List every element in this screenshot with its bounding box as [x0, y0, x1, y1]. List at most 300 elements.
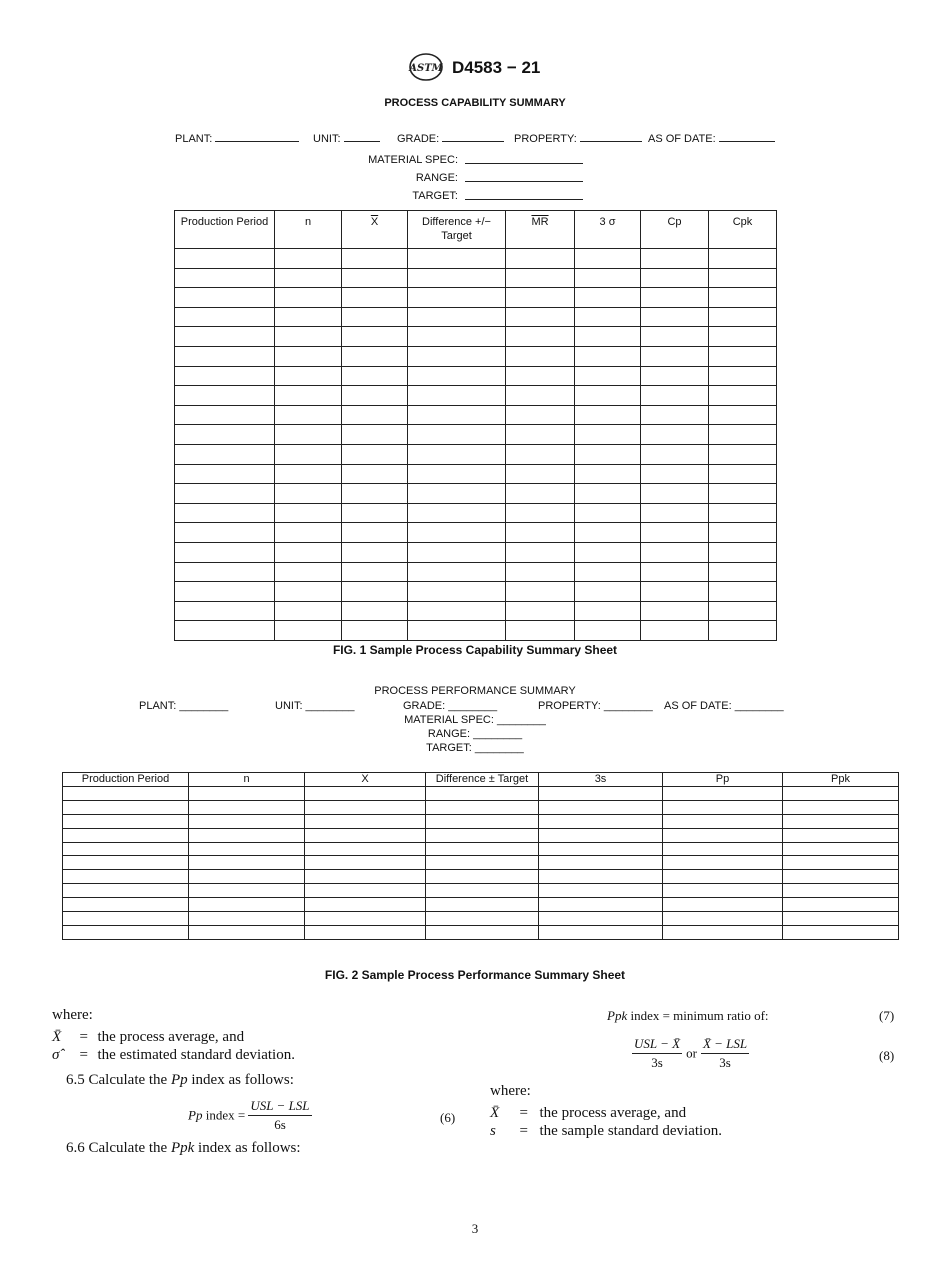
table-cell[interactable]: [275, 386, 342, 406]
table-cell[interactable]: [663, 884, 783, 898]
table-cell[interactable]: [305, 884, 426, 898]
table-cell[interactable]: [63, 856, 189, 870]
table-cell[interactable]: [275, 327, 342, 347]
table-cell[interactable]: [305, 856, 426, 870]
variable-ppk: Ppk: [607, 1008, 628, 1023]
table-cell[interactable]: [275, 562, 342, 582]
table-cell[interactable]: [783, 870, 899, 884]
table-cell[interactable]: [506, 405, 575, 425]
table-cell[interactable]: [175, 523, 275, 543]
table-cell[interactable]: [663, 828, 783, 842]
table-cell[interactable]: [783, 898, 899, 912]
table-cell[interactable]: [63, 842, 189, 856]
table-cell[interactable]: [342, 268, 408, 288]
table-cell[interactable]: [539, 884, 663, 898]
table-cell[interactable]: [342, 601, 408, 621]
table-cell[interactable]: [426, 912, 539, 926]
table-cell[interactable]: [575, 268, 641, 288]
table-cell[interactable]: [783, 884, 899, 898]
table-cell[interactable]: [575, 621, 641, 641]
symbol-sigma-hat: σ̂: [52, 1047, 60, 1063]
table-cell[interactable]: [189, 884, 305, 898]
table-cell[interactable]: [663, 842, 783, 856]
definition-text: the estimated standard deviation.: [97, 1047, 295, 1063]
table-cell[interactable]: [663, 898, 783, 912]
table-cell[interactable]: [641, 386, 709, 406]
table-cell[interactable]: [175, 484, 275, 504]
table-cell[interactable]: [575, 484, 641, 504]
table-cell[interactable]: [175, 249, 275, 269]
table-cell[interactable]: [709, 464, 777, 484]
table-cell[interactable]: [189, 912, 305, 926]
table-row: [175, 288, 777, 308]
table-cell[interactable]: [189, 870, 305, 884]
table-cell[interactable]: [342, 425, 408, 445]
table-cell[interactable]: [342, 562, 408, 582]
table-cell[interactable]: [641, 268, 709, 288]
table-row: [175, 582, 777, 602]
table-cell[interactable]: [175, 288, 275, 308]
table-cell[interactable]: [641, 601, 709, 621]
col-cp: Cp: [641, 211, 709, 249]
table-cell[interactable]: [305, 814, 426, 828]
table-cell[interactable]: [506, 366, 575, 386]
table-cell[interactable]: [506, 444, 575, 464]
table-cell[interactable]: [63, 870, 189, 884]
table-cell[interactable]: [783, 814, 899, 828]
table-cell[interactable]: [408, 307, 506, 327]
table-cell[interactable]: [783, 912, 899, 926]
table-cell[interactable]: [575, 288, 641, 308]
table-cell[interactable]: [275, 346, 342, 366]
definition-text: the process average, and: [539, 1105, 687, 1121]
numerator: USL − X̄: [632, 1036, 682, 1054]
table-cell[interactable]: [426, 925, 539, 939]
table-cell[interactable]: [342, 346, 408, 366]
table-cell[interactable]: [641, 444, 709, 464]
table-row: [175, 484, 777, 504]
fig2-target-field: TARGET: ________: [426, 742, 524, 754]
table-cell[interactable]: [575, 562, 641, 582]
as-of-date-label: AS OF DATE:: [648, 133, 716, 145]
table-cell[interactable]: [641, 346, 709, 366]
table-cell[interactable]: [342, 464, 408, 484]
table-cell[interactable]: [408, 249, 506, 269]
table-cell[interactable]: [408, 582, 506, 602]
table-cell[interactable]: [783, 800, 899, 814]
table-cell[interactable]: [342, 249, 408, 269]
table-cell[interactable]: [175, 464, 275, 484]
table-cell[interactable]: [189, 800, 305, 814]
table-row: [63, 884, 899, 898]
table-cell[interactable]: [506, 268, 575, 288]
table-cell[interactable]: [575, 523, 641, 543]
table-cell[interactable]: [408, 484, 506, 504]
table-cell[interactable]: [506, 327, 575, 347]
table-cell[interactable]: [275, 484, 342, 504]
table-cell[interactable]: [539, 787, 663, 801]
fig2-range-field: RANGE: ________: [427, 728, 523, 740]
variable-pp: Pp: [170, 1072, 188, 1088]
table-cell[interactable]: [426, 884, 539, 898]
table-cell[interactable]: [575, 327, 641, 347]
table-cell[interactable]: [426, 870, 539, 884]
table-cell[interactable]: [408, 346, 506, 366]
table-cell[interactable]: [275, 405, 342, 425]
table-cell[interactable]: [506, 464, 575, 484]
table-cell[interactable]: [342, 288, 408, 308]
table-cell[interactable]: [575, 386, 641, 406]
table-cell[interactable]: [506, 249, 575, 269]
table-cell[interactable]: [663, 925, 783, 939]
table-cell[interactable]: [275, 523, 342, 543]
table-cell[interactable]: [189, 925, 305, 939]
table-cell[interactable]: [63, 884, 189, 898]
table-cell[interactable]: [506, 484, 575, 504]
table-cell[interactable]: [175, 307, 275, 327]
table-cell[interactable]: [506, 621, 575, 641]
plant-label: PLANT:: [175, 133, 213, 145]
table-cell[interactable]: [709, 601, 777, 621]
table-cell[interactable]: [641, 562, 709, 582]
col-difference-target: Difference ± Target: [426, 773, 539, 787]
table-cell[interactable]: [709, 484, 777, 504]
table-cell[interactable]: [506, 542, 575, 562]
table-cell[interactable]: [63, 898, 189, 912]
table-cell[interactable]: [408, 542, 506, 562]
table-cell[interactable]: [641, 542, 709, 562]
table-cell[interactable]: [663, 870, 783, 884]
table-cell[interactable]: [641, 249, 709, 269]
table-cell[interactable]: [305, 925, 426, 939]
table-cell[interactable]: [539, 925, 663, 939]
table-cell[interactable]: [275, 288, 342, 308]
table-cell[interactable]: [175, 503, 275, 523]
table-cell[interactable]: [575, 503, 641, 523]
table-cell[interactable]: [189, 898, 305, 912]
table-cell[interactable]: [305, 800, 426, 814]
table-cell[interactable]: [408, 366, 506, 386]
table-cell[interactable]: [408, 327, 506, 347]
table-cell[interactable]: [305, 870, 426, 884]
equation-7-number: (7): [879, 1008, 895, 1023]
col-production-period: Production Period: [63, 773, 189, 787]
table-cell[interactable]: [175, 562, 275, 582]
table-cell[interactable]: [539, 842, 663, 856]
col-3s: 3s: [539, 773, 663, 787]
logo-text: ASTM: [409, 63, 443, 74]
table-cell[interactable]: [275, 582, 342, 602]
table-cell[interactable]: [175, 582, 275, 602]
table-cell[interactable]: [275, 366, 342, 386]
table-cell[interactable]: [342, 444, 408, 464]
numerator: X̄ − LSL: [701, 1036, 749, 1054]
table-cell[interactable]: [175, 268, 275, 288]
table-row: [175, 542, 777, 562]
table-cell[interactable]: [175, 366, 275, 386]
table-cell[interactable]: [709, 503, 777, 523]
fig2-grade-field: GRADE: ________: [403, 700, 498, 712]
table-cell[interactable]: [342, 503, 408, 523]
table-cell[interactable]: [641, 582, 709, 602]
table-cell[interactable]: [783, 828, 899, 842]
table-cell[interactable]: [63, 800, 189, 814]
table-cell[interactable]: [641, 484, 709, 504]
table-cell[interactable]: [709, 327, 777, 347]
col-production-period: Production Period: [175, 211, 275, 249]
table-cell[interactable]: [575, 346, 641, 366]
table-cell[interactable]: [539, 856, 663, 870]
table-cell[interactable]: [575, 601, 641, 621]
table-cell[interactable]: [189, 856, 305, 870]
table-cell[interactable]: [709, 405, 777, 425]
table-cell[interactable]: [175, 542, 275, 562]
table-cell[interactable]: [175, 346, 275, 366]
col-n: n: [275, 211, 342, 249]
equation-6-fraction: [248, 1098, 311, 1133]
paragraph-text: index as follows:: [191, 1072, 294, 1088]
table-cell[interactable]: [709, 425, 777, 445]
table-cell[interactable]: [408, 562, 506, 582]
table-cell[interactable]: [275, 503, 342, 523]
table-cell[interactable]: [426, 787, 539, 801]
table-cell[interactable]: [709, 444, 777, 464]
plant-blank: [215, 131, 299, 142]
table-cell[interactable]: [408, 621, 506, 641]
table-cell[interactable]: [506, 601, 575, 621]
table-cell[interactable]: [575, 307, 641, 327]
table-cell[interactable]: [709, 621, 777, 641]
table-cell[interactable]: [189, 787, 305, 801]
table-cell[interactable]: [663, 800, 783, 814]
table-cell[interactable]: [175, 327, 275, 347]
table-cell[interactable]: [709, 288, 777, 308]
table-cell[interactable]: [783, 842, 899, 856]
table-cell[interactable]: [275, 542, 342, 562]
table-cell[interactable]: [709, 523, 777, 543]
fig1-plant-field: [175, 131, 299, 145]
col-x-bar: $\overline{X}$: [342, 211, 408, 249]
paragraph-text: Calculate the: [88, 1072, 168, 1088]
table-cell[interactable]: [305, 842, 426, 856]
table-cell[interactable]: [641, 621, 709, 641]
table-cell[interactable]: [783, 856, 899, 870]
table-cell[interactable]: [175, 405, 275, 425]
table-cell[interactable]: [63, 912, 189, 926]
table-cell[interactable]: [275, 268, 342, 288]
property-label: PROPERTY:: [514, 133, 577, 145]
table-cell[interactable]: [275, 444, 342, 464]
table-cell[interactable]: [275, 425, 342, 445]
table-cell[interactable]: [641, 327, 709, 347]
table-cell[interactable]: [663, 814, 783, 828]
table-cell[interactable]: [641, 503, 709, 523]
table-cell[interactable]: [305, 912, 426, 926]
symbol-s: s: [490, 1123, 496, 1139]
table-cell[interactable]: [275, 464, 342, 484]
table-cell[interactable]: [506, 582, 575, 602]
fig2-caption: FIG. 2 Sample Process Performance Summary Sheet: [324, 968, 626, 982]
table-cell[interactable]: [641, 425, 709, 445]
as-of-date-blank: [719, 131, 775, 142]
table-cell[interactable]: [408, 386, 506, 406]
table-cell[interactable]: [539, 870, 663, 884]
fig2-title: PROCESS PERFORMANCE SUMMARY: [374, 685, 576, 697]
table-cell[interactable]: [539, 828, 663, 842]
table-cell[interactable]: [539, 800, 663, 814]
unit-label: UNIT:: [313, 133, 341, 145]
table-cell[interactable]: [275, 307, 342, 327]
table-cell[interactable]: [342, 542, 408, 562]
table-cell[interactable]: [709, 366, 777, 386]
table-cell[interactable]: [506, 562, 575, 582]
table-cell[interactable]: [709, 346, 777, 366]
table-cell[interactable]: [539, 814, 663, 828]
table-cell[interactable]: [539, 912, 663, 926]
table-cell[interactable]: [575, 405, 641, 425]
table-cell[interactable]: [709, 268, 777, 288]
table-cell[interactable]: [663, 856, 783, 870]
table-cell[interactable]: [506, 523, 575, 543]
table-cell[interactable]: [63, 787, 189, 801]
table-cell[interactable]: [426, 856, 539, 870]
table-header-row: [175, 211, 777, 249]
table-cell[interactable]: [709, 542, 777, 562]
table-cell[interactable]: [275, 249, 342, 269]
table-cell[interactable]: [342, 484, 408, 504]
table-cell[interactable]: [408, 405, 506, 425]
equals-sign: =: [519, 1105, 528, 1121]
table-cell[interactable]: [408, 464, 506, 484]
table-cell[interactable]: [506, 288, 575, 308]
table-cell[interactable]: [641, 288, 709, 308]
table-cell[interactable]: [641, 523, 709, 543]
table-cell[interactable]: [709, 249, 777, 269]
table-row: [63, 828, 899, 842]
denominator: 6s: [274, 1117, 286, 1132]
table-cell[interactable]: [426, 800, 539, 814]
table-cell[interactable]: [342, 621, 408, 641]
table-cell[interactable]: [63, 814, 189, 828]
table-cell[interactable]: [641, 405, 709, 425]
table-cell[interactable]: [641, 366, 709, 386]
table-cell[interactable]: [575, 425, 641, 445]
table-cell[interactable]: [709, 562, 777, 582]
table-cell[interactable]: [408, 523, 506, 543]
equation-8-fraction-1: [632, 1036, 682, 1071]
table-cell[interactable]: [426, 814, 539, 828]
table-cell[interactable]: [63, 925, 189, 939]
table-cell[interactable]: [575, 366, 641, 386]
fig1-caption: FIG. 1 Sample Process Capability Summary Sheet: [332, 643, 618, 657]
table-cell[interactable]: [408, 288, 506, 308]
table-cell[interactable]: [641, 464, 709, 484]
document-number: D4583 − 21: [452, 58, 541, 77]
table-cell[interactable]: [275, 621, 342, 641]
table-row: [175, 386, 777, 406]
table-cell[interactable]: [408, 503, 506, 523]
table-cell[interactable]: [175, 621, 275, 641]
where-label-right: where:: [490, 1083, 531, 1099]
table-cell[interactable]: [189, 814, 305, 828]
table-cell[interactable]: [305, 787, 426, 801]
definition-x-bar-2: [490, 1105, 686, 1122]
table-cell[interactable]: [342, 307, 408, 327]
table-cell[interactable]: [189, 828, 305, 842]
table-cell[interactable]: [783, 925, 899, 939]
variable-ppk: Ppk: [170, 1140, 195, 1156]
table-cell[interactable]: [575, 582, 641, 602]
table-cell[interactable]: [342, 405, 408, 425]
table-cell[interactable]: [575, 464, 641, 484]
table-cell[interactable]: [709, 582, 777, 602]
table-cell[interactable]: [709, 307, 777, 327]
equals-sign: =: [79, 1029, 88, 1045]
table-cell[interactable]: [575, 444, 641, 464]
paragraph-6-6: [66, 1140, 301, 1157]
table-cell[interactable]: [275, 601, 342, 621]
table-cell[interactable]: [506, 386, 575, 406]
table-cell[interactable]: [408, 425, 506, 445]
table-cell[interactable]: [506, 307, 575, 327]
unit-blank: [344, 131, 380, 142]
col-mr-bar: $\overline{MR}$: [506, 211, 575, 249]
table-cell[interactable]: [426, 898, 539, 912]
table-cell[interactable]: [426, 842, 539, 856]
table-cell[interactable]: [539, 898, 663, 912]
section-number: 6.5: [66, 1072, 85, 1088]
table-cell[interactable]: [506, 346, 575, 366]
col-pp: Pp: [663, 773, 783, 787]
table-cell[interactable]: [175, 444, 275, 464]
table-cell[interactable]: [175, 425, 275, 445]
symbol-x-bar: X̄: [490, 1105, 500, 1121]
table-row: [175, 621, 777, 641]
table-cell[interactable]: [305, 828, 426, 842]
col-x-bar: $\overline{X}$: [305, 773, 426, 787]
table-cell[interactable]: [175, 601, 275, 621]
table-cell[interactable]: [575, 249, 641, 269]
table-cell[interactable]: [641, 307, 709, 327]
table-cell[interactable]: [783, 787, 899, 801]
table-cell[interactable]: [506, 425, 575, 445]
table-cell[interactable]: [175, 386, 275, 406]
capability-summary-table: [174, 210, 777, 641]
paragraph-6-5: [66, 1072, 294, 1089]
col-ppk: Ppk: [783, 773, 899, 787]
range-blank: [465, 171, 583, 182]
table-cell[interactable]: [575, 542, 641, 562]
table-cell[interactable]: [408, 601, 506, 621]
table-cell[interactable]: [189, 842, 305, 856]
table-cell[interactable]: [426, 828, 539, 842]
table-cell[interactable]: [342, 327, 408, 347]
table-cell[interactable]: [63, 828, 189, 842]
table-cell[interactable]: [663, 912, 783, 926]
table-cell[interactable]: [408, 444, 506, 464]
table-cell[interactable]: [506, 503, 575, 523]
table-cell[interactable]: [342, 386, 408, 406]
section-number: 6.6: [66, 1140, 85, 1156]
table-cell[interactable]: [663, 787, 783, 801]
table-cell[interactable]: [342, 582, 408, 602]
table-cell[interactable]: [709, 386, 777, 406]
table-cell[interactable]: [408, 268, 506, 288]
table-cell[interactable]: [342, 366, 408, 386]
table-cell[interactable]: [342, 523, 408, 543]
table-cell[interactable]: [305, 898, 426, 912]
equation-8-number: (8): [879, 1048, 895, 1063]
